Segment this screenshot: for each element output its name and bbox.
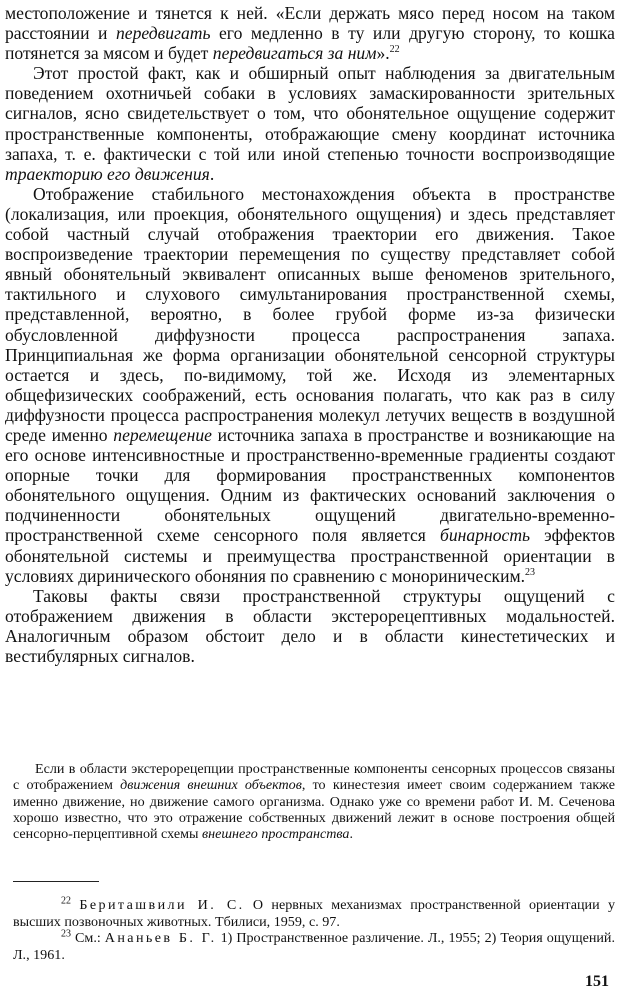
- footnote-ref-22: 22: [389, 44, 400, 56]
- paragraph-4: Таковы факты связи пространственной структуры ощущений с отображением движения в области экстерорецептивных модальностей. Аналогичным образом обстоит дело и в области кинестетических и вестибулярных сигналов.: [5, 585, 615, 666]
- emphasis-text: траекторию его движения: [5, 163, 210, 184]
- small-print-paragraph: Если в области экстерорецепции пространственные компоненты сенсорных процессов связаны с отображением движения внешних объектов, то кинестезия имеет своим содержанием также именно движение, но движение самого организма. Однако уже со времени работ И. М. Сеченова хорошо известно, что это отражение собственных движений лежит в основе построения общей сенсорно-перцептивной схемы внешнего пространства.: [13, 761, 615, 843]
- paragraph-1: местоположение и тянется к ней. «Если держать мясо перед носом на таком расстоянии и передвигать его медленно в ту или другую сторону, то кошка потянется за мясом и будет передвигаться за ним».$^{22}$: [5, 3, 615, 64]
- paragraph-3: Отображение стабильного местонахождения объекта в пространстве (локализация, или проекция, обонятельного ощущения) и здесь представляет собой частный случай отображения траектории его движения. Такое воспроизведение траектории перемещения по существу представляет собой явный обонятельный эквивалент описанных выше феноменов зрительного, тактильного и слухового симультанирования пространственной схемы, представленной, вероятно, в более грубой форме из-за физически обусловленной диффузности процесса распространения запаха. Принципиальная же форма организации обонятельной сенсорной структуры остается и здесь, по-видимому, той же. Исходя из элементарных общефизических соображений, есть основания полагать, что как раз в силу диффузности процесса распространения молекул летучих веществ в воздушной среде именно перемещение источника запаха в пространстве и возникающие на его основе интенсивностные и пространственно-временные градиенты создают опорные точки для формирования пространственных компонентов обонятельного ощущения. Одним из фактических оснований заключения о подчиненности обонятельных ощущений двигательно-временно-пространственной схеме сенсорного поля является бинарность эффектов обонятельной системы и преимущества пространственной ориентации в условиях диринического обоняния по сравнению с монориническим.$^{23}$: [5, 183, 616, 586]
- emphasis-text: бинарность: [440, 525, 531, 546]
- book-page: [5, 0, 615, 999]
- footnote-22: $^{22}$ Бериташвили И. С. О нервных механизмах пространственной ориентации у высших позвоночных животных. Тбилиси, 1959, с. 97.: [13, 895, 615, 930]
- footnote-23: $^{23}$ См.: Ананьев Б. Г. 1) Пространственное различение. Л., 1955; 2) Теория ощущений. Л., 1961.: [13, 928, 615, 963]
- emphasis-text: движения внешних объектов: [120, 777, 302, 794]
- footnote-number: 23: [61, 928, 71, 940]
- footnote-author: Бериташвили И. С.: [79, 897, 245, 913]
- footnote-ref-23: 23: [525, 566, 536, 578]
- footnotes: [13, 897, 615, 963]
- emphasis-text: перемещение: [113, 424, 212, 445]
- page-number: 151: [585, 973, 609, 990]
- emphasis-text: внешнего пространства: [202, 826, 350, 843]
- footnote-divider: [13, 881, 99, 882]
- footnote-author: Ананьев Б. Г.: [104, 930, 217, 947]
- footnote-number: 22: [61, 895, 71, 907]
- main-text: [5, 3, 615, 666]
- emphasis-text: передвигать: [115, 23, 211, 44]
- emphasis-text: передвигаться за ним: [212, 43, 377, 64]
- paragraph-2: Этот простой факт, как и обширный опыт наблюдения за двигательным поведением охотничьей собаки в условиях замаскированности зрительных сигналов, ясно свидетельствует о том, что обонятельное ощущение содержит пространственные компоненты, отображающие смену координат источника запаха, т. е. фактически с той или иной степенью точности воспроизводящие траекторию его движения.: [5, 63, 615, 184]
